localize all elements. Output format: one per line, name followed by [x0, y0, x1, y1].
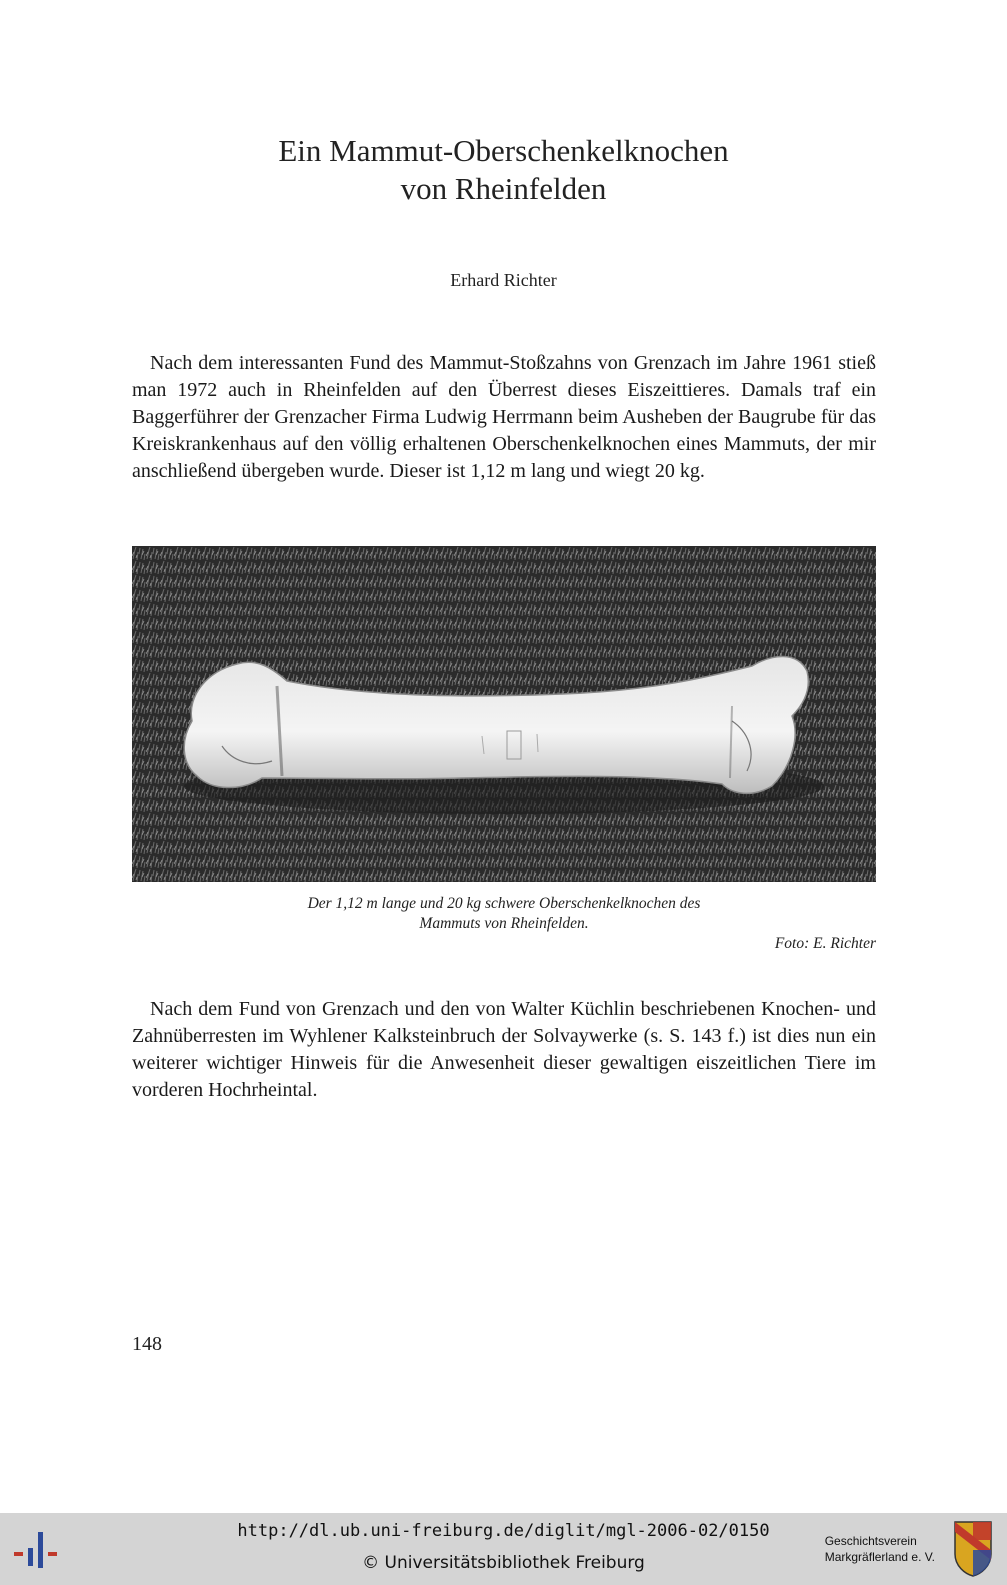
body-paragraph-1: Nach dem interessanten Fund des Mammut-Stoßzahns von Grenzach im Jahre 1961 stieß man 1972 auch in Rheinfelden auf den Überrest dieses Eiszeittieres. Damals traf ein Baggerführer der Grenzacher Firma Ludwig Herrmann beim Ausheben der Baugrube für das Kreiskrankenhaus auf den völlig erhaltenen Oberschenkelknochen eines Mammuts, der mir anschließend übergeben wurde. Dieser ist 1,12 m lang und wiegt 20 kg.: [132, 352, 876, 482]
photo-caption-line-1: Der 1,12 m lange und 20 kg schwere Oberschenkelknochen des: [307, 895, 701, 912]
photo-caption-line-2: Mammuts von Rheinfelden.: [419, 915, 589, 932]
mammoth-femur-photo: [132, 546, 876, 882]
photo-credit: Foto: E. Richter: [774, 935, 876, 952]
society-name-line-1: Geschichtsverein: [824, 1534, 917, 1548]
article-title-line-1: Ein Mammut-Oberschenkelknochen: [278, 133, 729, 168]
body-paragraph-2: Nach dem Fund von Grenzach und den von Walter Küchlin beschriebenen Knochen- und Zahnüberresten im Wyhlener Kalksteinbruch der Solvaywerke (s. S. 143 f.) ist dies nun ein weiterer wichtiger Hinweis für die Anwesenheit dieser gewaltigen eiszeitlichen Tiere im vorderen Hochrheintal.: [132, 998, 876, 1101]
article-title-line-2: von Rheinfelden: [400, 171, 607, 206]
society-name: [825, 1533, 935, 1565]
photo-caption: [132, 894, 876, 934]
article-title: [0, 132, 1007, 208]
source-url-link[interactable]: http://dl.ub.uni-freiburg.de/diglit/mgl-2006-02/0150: [237, 1521, 770, 1541]
page-number: 148: [132, 1333, 162, 1355]
society-name-line-2: Markgräflerland e. V.: [824, 1550, 935, 1564]
article-author: Erhard Richter: [450, 270, 557, 290]
copyright-notice: © Universitätsbibliothek Freiburg: [362, 1553, 645, 1573]
coat-of-arms-icon: [953, 1520, 993, 1578]
digitization-footer: [0, 1513, 1007, 1585]
femur-photo-graphic: [132, 546, 876, 882]
